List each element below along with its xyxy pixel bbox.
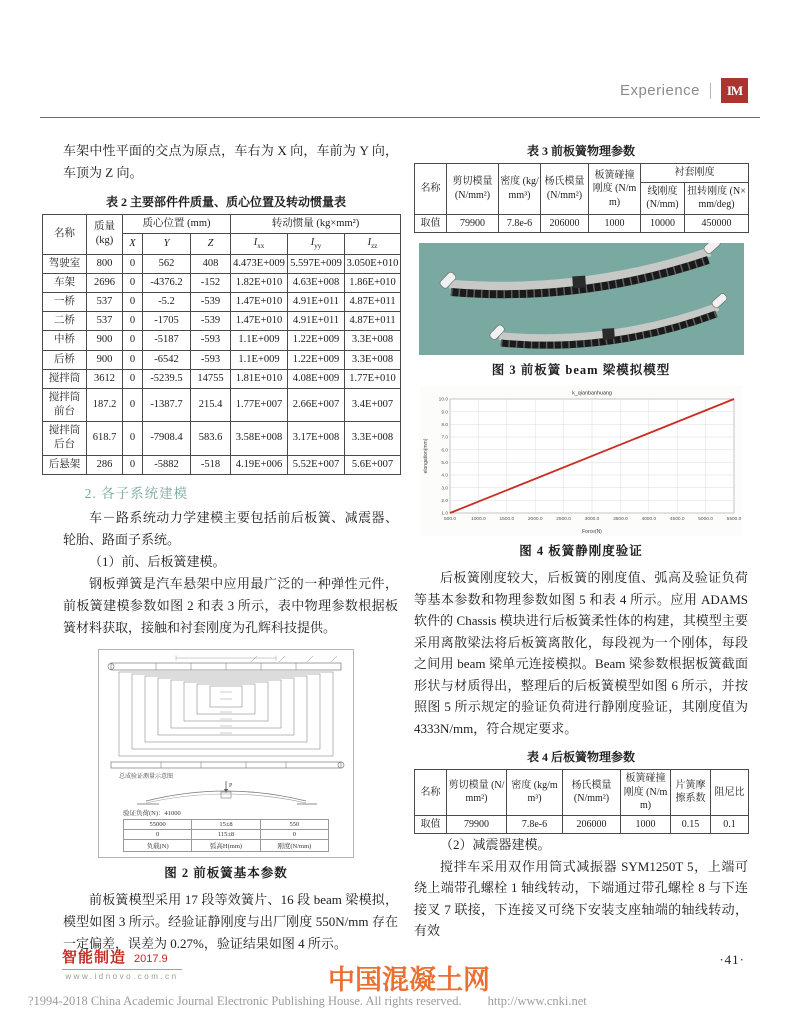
table-row	[124, 819, 329, 829]
table-cell: 1.22E+009	[288, 331, 345, 350]
leaf-spring-technical-drawing	[101, 654, 351, 806]
table-cell: 搅拌筒	[43, 369, 87, 388]
t3-h-shear: 剪切模量 (N/mm²)	[447, 164, 499, 215]
table-cell: 1.77E+010	[345, 369, 401, 388]
svg-text:7.0: 7.0	[441, 435, 448, 441]
table-cell: 5.597E+009	[288, 254, 345, 273]
table4-header	[415, 770, 749, 816]
table-cell: 215.4	[191, 388, 231, 421]
table-cell: 密度 (kg/mm³)	[507, 770, 563, 816]
table-cell: 板簧碰撞刚度 (N/mm)	[621, 770, 671, 816]
table-cell: 0	[123, 312, 143, 331]
svg-text:k_qianbanhuang: k_qianbanhuang	[572, 390, 612, 397]
journal-footer-logo	[62, 946, 182, 981]
table-cell: -518	[191, 455, 231, 474]
t2-h-iyy	[288, 234, 345, 255]
svg-text:1.0: 1.0	[441, 511, 448, 517]
table-cell: 187.2	[87, 388, 123, 421]
svg-text:5500.0: 5500.0	[726, 517, 742, 522]
table3-body	[415, 214, 749, 233]
footer-issue: 2017.9	[134, 953, 168, 965]
table-cell: 450000	[685, 214, 749, 233]
svg-text:3.0: 3.0	[441, 486, 448, 492]
load-label: P	[229, 782, 233, 789]
table-cell: 4.91E+011	[288, 293, 345, 312]
table-cell: 0	[123, 369, 143, 388]
svg-text:9.0: 9.0	[441, 410, 448, 416]
table4-body	[415, 815, 749, 834]
table-cell: 3.3E+008	[345, 350, 401, 369]
figure4-caption: 图 4 板簧静刚度验证	[519, 544, 643, 558]
table-row	[43, 273, 401, 292]
table-cell: 0.1	[711, 815, 749, 834]
svg-text:2500.0: 2500.0	[556, 517, 571, 522]
table-cell: 537	[87, 293, 123, 312]
table-cell: 搅拌筒前台	[43, 388, 87, 421]
table-cell: 剪切模量 (N/mm²)	[447, 770, 507, 816]
footer-site-url: www.idnovo.com.cn	[62, 969, 182, 981]
i-symbol: I	[310, 237, 315, 249]
table-cell: -539	[191, 293, 231, 312]
table-cell: 3.3E+008	[345, 422, 401, 455]
table-cell: -5239.5	[143, 369, 191, 388]
table-cell: 0	[123, 254, 143, 273]
t2-h-ixx	[231, 234, 288, 255]
table-cell: 550	[260, 819, 328, 829]
table-cell: -5882	[143, 455, 191, 474]
table-cell: 负载(N)	[124, 839, 192, 851]
page-number: ·41·	[719, 952, 745, 967]
table-cell: 0	[123, 455, 143, 474]
section-heading: 2. 各子系统建模	[84, 485, 189, 501]
table-cell: 3.050E+010	[345, 254, 401, 273]
t2-h-centroid: 质心位置 (mm)	[123, 215, 231, 234]
table-cell: -6542	[143, 350, 191, 369]
i-sub: yy	[314, 242, 322, 251]
table-cell: 1.1E+009	[231, 331, 288, 350]
table-cell: 4.91E+011	[288, 312, 345, 331]
table-row	[43, 312, 401, 331]
table-cell: 900	[87, 350, 123, 369]
svg-text:2000.0: 2000.0	[527, 517, 543, 522]
copyright-text: ?1994-2018 China Academic Journal Electronic Publishing House. All rights reserved.	[28, 994, 462, 1008]
table-cell: 名称	[415, 770, 447, 816]
figure-4	[420, 386, 742, 559]
table-cell: 4.19E+006	[231, 455, 288, 474]
table-2	[42, 214, 401, 475]
table-cell: 0	[123, 293, 143, 312]
table-cell: -539	[191, 312, 231, 331]
t2-h-z: Z	[191, 234, 231, 255]
table-cell: 3.17E+008	[288, 422, 345, 455]
table-cell: -1705	[143, 312, 191, 331]
table-cell: 1.22E+009	[288, 350, 345, 369]
table-row	[43, 422, 401, 455]
table-row	[43, 350, 401, 369]
table-cell: 阻尼比	[711, 770, 749, 816]
table-cell: 7.8e-6	[507, 815, 563, 834]
table-cell: 1.81E+010	[231, 369, 288, 388]
table-cell: 5.6E+007	[345, 455, 401, 474]
table-cell: 1000	[589, 214, 641, 233]
table-cell: 0	[123, 273, 143, 292]
paragraph: 搅拌车采用双作用筒式减振器 SYM1250T 5，上端可绕上端带孔螺栓 1 轴线转动，下端通过带孔螺栓 8 与下连接叉 7 联接，下连接叉可绕下安装支座轴端的轴线转动，有效	[414, 858, 748, 938]
table-cell: 车架	[43, 273, 87, 292]
header-rule	[40, 117, 760, 118]
left-column	[48, 140, 400, 955]
scheme-label: 总成验证测量示意图	[119, 773, 174, 780]
table-cell: 3.3E+008	[345, 331, 401, 350]
svg-text:5.0: 5.0	[441, 461, 448, 467]
table-cell: 1.77E+007	[231, 388, 288, 421]
table-cell: 4.08E+009	[288, 369, 345, 388]
svg-text:5000.0: 5000.0	[698, 517, 713, 522]
table-cell: 7.8e-6	[499, 214, 541, 233]
svg-text:3500.0: 3500.0	[613, 517, 628, 522]
table-cell: -593	[191, 331, 231, 350]
table-cell: 3.58E+008	[231, 422, 288, 455]
figure3-caption: 图 3 前板簧 beam 梁模拟模型	[491, 363, 671, 377]
svg-text:elongation(mm): elongation(mm)	[423, 438, 429, 474]
svg-text:8.0: 8.0	[441, 423, 448, 429]
page-header	[620, 78, 748, 103]
header-divider	[710, 83, 711, 99]
table-cell: 二桥	[43, 312, 87, 331]
table-cell: 0.15	[671, 815, 711, 834]
table-cell: -593	[191, 350, 231, 369]
svg-text:3000.0: 3000.0	[584, 517, 600, 522]
copyright-line	[28, 994, 587, 1009]
table-row	[43, 388, 401, 421]
table-cell: 1.1E+009	[231, 350, 288, 369]
table-cell: 弧高H(mm)	[192, 839, 260, 851]
table-row	[415, 214, 749, 233]
table-cell: 2.66E+007	[288, 388, 345, 421]
paragraph: （1）前、后板簧建模。	[89, 553, 226, 569]
journal-logo: IM	[721, 78, 748, 103]
paragraph: （2）减震器建模。	[440, 837, 551, 852]
two-column-body	[48, 140, 748, 955]
svg-text:6.0: 6.0	[441, 448, 448, 454]
table-row	[43, 331, 401, 350]
table-cell: 0	[123, 331, 143, 350]
svg-text:10.0: 10.0	[438, 397, 448, 403]
table-cell: -5187	[143, 331, 191, 350]
table-row	[124, 839, 329, 851]
table-cell: 1.82E+010	[231, 273, 288, 292]
table-cell: -4376.2	[143, 273, 191, 292]
table4-caption: 表 4 后板簧物理参数	[526, 750, 635, 764]
table-cell: 中桥	[43, 331, 87, 350]
table-cell: 206000	[563, 815, 621, 834]
svg-text:4000.0: 4000.0	[641, 517, 657, 522]
table-cell: 0	[123, 422, 143, 455]
table-row	[415, 815, 749, 834]
table-row	[43, 254, 401, 273]
t3-h-bushing: 衬套刚度	[641, 164, 749, 183]
t3-h-linear: 线刚度 (N/mm)	[641, 182, 685, 214]
table-cell: 后桥	[43, 350, 87, 369]
cnki-url: http://www.cnki.net	[487, 994, 587, 1008]
svg-text:4.0: 4.0	[441, 473, 448, 479]
table-3	[414, 163, 749, 233]
table2-body	[43, 254, 401, 474]
svg-text:2.0: 2.0	[441, 499, 448, 505]
table-cell: 2696	[87, 273, 123, 292]
stiffness-chart	[420, 386, 742, 536]
t2-h-x: X	[123, 234, 143, 255]
table-cell: 115±8	[192, 829, 260, 839]
t2-h-izz	[345, 234, 401, 255]
t2-h-mass-line1: 质量	[94, 221, 115, 233]
right-column	[414, 140, 748, 955]
figure2-caption: 图 2 前板簧基本参数	[164, 865, 288, 880]
table-cell: 900	[87, 331, 123, 350]
t2-h-mass	[87, 215, 123, 255]
table-cell: 1.47E+010	[231, 293, 288, 312]
table-row	[124, 829, 329, 839]
table-cell: 206000	[541, 214, 589, 233]
table-cell: -5.2	[143, 293, 191, 312]
beam-model-render	[419, 243, 744, 355]
table-cell: 3612	[87, 369, 123, 388]
svg-text:Force(N): Force(N)	[582, 529, 602, 535]
table-cell: 刚度(N/mm)	[260, 839, 328, 851]
table3-caption: 表 3 前板簧物理参数	[526, 144, 635, 158]
figure2-parameter-body	[124, 819, 329, 851]
stiffness-chart-container	[420, 386, 742, 536]
table-cell: 取值	[415, 815, 447, 834]
table-cell: 驾驶室	[43, 254, 87, 273]
i-symbol: I	[367, 237, 372, 249]
table-cell: 0	[260, 829, 328, 839]
t2-h-y: Y	[143, 234, 191, 255]
table-row	[43, 293, 401, 312]
table-cell: 搅拌筒后台	[43, 422, 87, 455]
t2-h-mass-line2: (kg)	[95, 235, 114, 247]
t3-h-young: 杨氏模量 (N/mm²)	[541, 164, 589, 215]
table-header-row	[415, 164, 749, 183]
table-cell: 537	[87, 312, 123, 331]
svg-text:4500.0: 4500.0	[669, 517, 685, 522]
table-cell: 4.473E+009	[231, 254, 288, 273]
table-cell: 片簧摩擦系数	[671, 770, 711, 816]
table-cell: 583.6	[191, 422, 231, 455]
t2-h-name: 名称	[43, 215, 87, 255]
table-cell: 15±8	[192, 819, 260, 829]
t2-h-inertia: 转动惯量 (kg×mm²)	[231, 215, 401, 234]
table-cell: 408	[191, 254, 231, 273]
table-cell: 1000	[621, 815, 671, 834]
svg-text:1000.0: 1000.0	[471, 517, 486, 522]
i-symbol: I	[253, 237, 258, 249]
header-section-label: Experience	[619, 82, 700, 99]
figure-2-drawing-sheet	[98, 649, 354, 858]
table-header-row	[43, 215, 401, 234]
watermark: 中国混凝土网	[328, 965, 490, 995]
table-cell: 1.86E+010	[345, 273, 401, 292]
table-cell: 4.87E+011	[345, 293, 401, 312]
table-cell: 14755	[191, 369, 231, 388]
table-cell: 286	[87, 455, 123, 474]
i-sub: xx	[257, 242, 265, 251]
table-cell: 800	[87, 254, 123, 273]
table-row	[43, 455, 401, 474]
table-cell: 取值	[415, 214, 447, 233]
paragraph: 车架中性平面的交点为原点，车右为 X 向，车前为 Y 向，车顶为 Z 向。	[63, 143, 398, 180]
footer-logo-text: 智能制造	[62, 949, 127, 966]
table-cell: 一桥	[43, 293, 87, 312]
t3-h-density: 密度 (kg/mm³)	[499, 164, 541, 215]
t3-h-name: 名称	[415, 164, 447, 215]
table-cell: 55000	[124, 819, 192, 829]
table-cell: 4.63E+008	[288, 273, 345, 292]
table-cell: 10000	[641, 214, 685, 233]
table-cell: 3.4E+007	[345, 388, 401, 421]
table-cell: -152	[191, 273, 231, 292]
paragraph: 车－路系统动力学建模主要包括前后板簧、减震器、轮胎、路面子系统。	[63, 509, 398, 547]
paragraph: 后板簧刚度较大，后板簧的刚度值、弧高及验证负荷等基本参数和物理参数如图 5 和表 4 所示。应用 ADAMS 软件的 Chassis 模块进行后板簧柔性体的构建，其模型主要采用离散梁法将后板簧离散化，每段视为一个刚体，每段之间用 beam 梁单元连接模拟。Beam 梁参数根据板簧截面形状与材质得出，整理后的后板簧模型如图 6 所示，并按照图 5 所示规定的验证负荷进行静刚度验证，其刚度值为 4333N/mm，符合规定要求。	[414, 570, 748, 736]
table-cell: 杨氏模量 (N/mm²)	[563, 770, 621, 816]
verify-load-label: 验证负荷(N)：41000	[123, 809, 181, 817]
table-cell: -1387.7	[143, 388, 191, 421]
table-cell: 0	[123, 388, 143, 421]
t3-h-contact: 板簧碰撞刚度 (N/mm)	[589, 164, 641, 215]
table-cell: 后悬架	[43, 455, 87, 474]
table-4	[414, 769, 749, 834]
table-cell: 5.52E+007	[288, 455, 345, 474]
table-cell: 0	[123, 350, 143, 369]
table-cell: 79900	[447, 214, 499, 233]
table-cell: -7908.4	[143, 422, 191, 455]
table-cell: 562	[143, 254, 191, 273]
svg-text:500.0: 500.0	[443, 517, 457, 522]
i-sub: zz	[371, 242, 378, 251]
table2-caption: 表 2 主要部件件质量、质心位置及转动惯量表	[105, 195, 346, 209]
table-cell: 0	[124, 829, 192, 839]
paragraph: 前板簧模型采用 17 段等效簧片、16 段 beam 梁模拟，模型如图 3 所示。经验证静刚度与出厂刚度 550N/mm 存在一定偏差，误差为 0.27%，验证结果如图 4 所示。	[63, 891, 398, 951]
table-cell: 4.87E+011	[345, 312, 401, 331]
table-cell: 1.47E+010	[231, 312, 288, 331]
table-cell: 79900	[447, 815, 507, 834]
svg-text:1500.0: 1500.0	[499, 517, 515, 522]
t3-h-torsion: 扭转刚度 (N×mm/deg)	[685, 182, 749, 214]
table-row	[415, 770, 749, 816]
table-cell: 618.7	[87, 422, 123, 455]
figure2-parameter-table	[123, 819, 329, 852]
table-row	[43, 369, 401, 388]
paragraph: 钢板弹簧是汽车悬架中应用最广泛的一种弹性元件，前板簧建模参数如图 2 和表 3 所示，表中物理参数根据板簧材料获取，接触和衬套刚度为孔辉科技提供。	[63, 575, 398, 635]
figure-3	[419, 243, 744, 378]
